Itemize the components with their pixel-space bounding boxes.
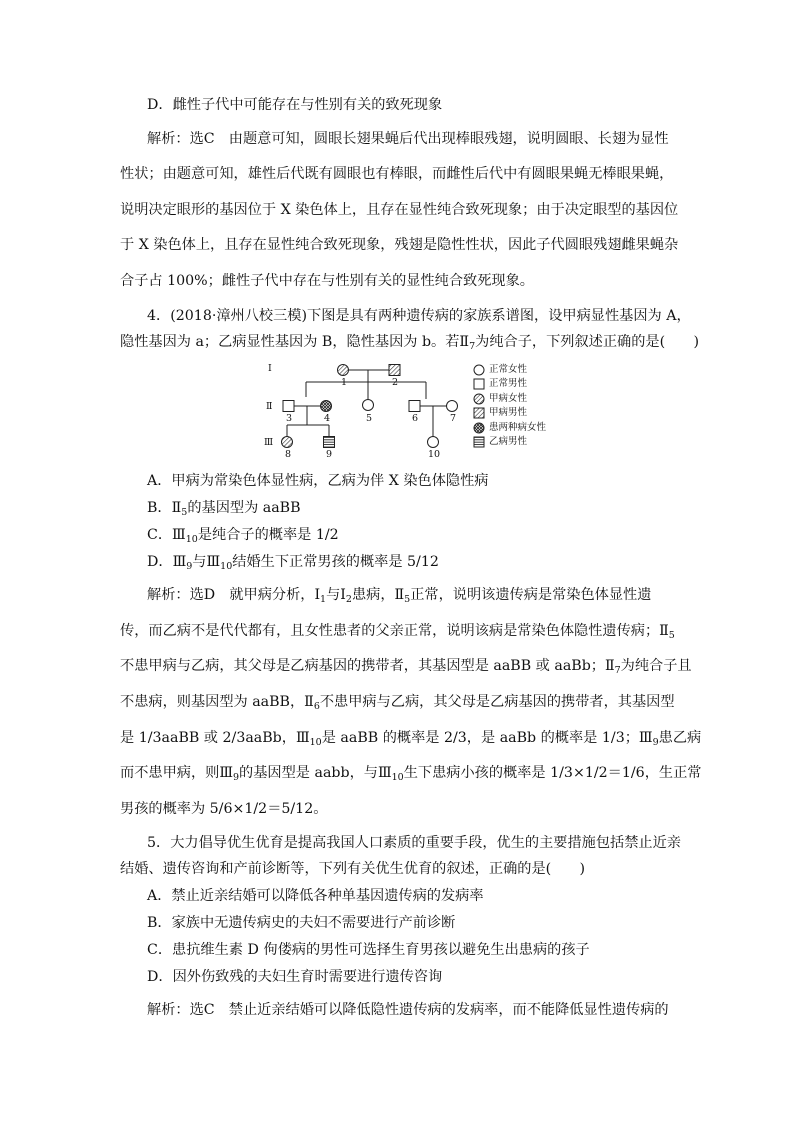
q4-analysis-line: 传，而乙病不是代代都有，且女性患者的父亲正常，说明该病是常染色体隐性遗传病；$Ⅱ_5$: [120, 623, 675, 641]
individual-number: 5: [366, 413, 373, 424]
individual-number: 7: [450, 413, 457, 424]
q4-analysis-line: 男孩的概率为 5/6×1/2＝5/12。: [120, 801, 328, 817]
generation-label: Ⅲ: [264, 437, 274, 448]
q5-option-a: A．禁止近亲结婚可以降低各种单基因遗传病的发病率: [147, 888, 484, 904]
q4-analysis-line: 解析：选D 就甲病分析，$Ⅰ_1$与$Ⅰ_2$患病，$Ⅱ_5$正常，说明该遗传病是常染色体显性遗: [147, 587, 652, 605]
individual-number: 1: [341, 377, 348, 388]
q5-stem-line2: 结婚、遗传咨询和产前诊断等，下列有关优生优育的叙述，正确的是( ): [120, 861, 586, 877]
q4-option-d: D．$Ⅲ_9$与$Ⅲ_{10}$结婚生下正常男孩的概率是 5/12: [147, 554, 439, 572]
q3-option-d: D．雌性子代中可能存在与性别有关的致死现象: [147, 97, 443, 113]
q3-analysis-line: 性状；由题意可知，雄性后代既有圆眼也有棒眼，而雌性后代中有圆眼果蝇无棒眼果蝇，: [120, 166, 674, 182]
individual-number: 3: [286, 413, 293, 424]
pedigree-figure: [262, 362, 562, 462]
generation-label: Ⅱ: [266, 401, 273, 412]
q3-analysis-line: 于 X 染色体上，且存在显性纯合致死现象，残翅是隐性性状，因此子代圆眼残翅雌果蝇杂: [120, 237, 679, 253]
q3-analysis-line: 解析：选C 由题意可知，圆眼长翅果蝇后代出现棒眼残翅，说明圆眼、长翅为显性: [147, 131, 669, 147]
q3-analysis-line: 说明决定眼形的基因位于 X 染色体上，且存在显性纯合致死现象；由于决定眼型的基因位: [120, 202, 679, 218]
q4-option-c: C．$Ⅲ_{10}$是纯合子的概率是 1/2: [147, 527, 339, 545]
individual-number: 6: [412, 413, 419, 424]
legend-label: 乙病男性: [489, 436, 528, 447]
q4-stem-line2: 隐性基因为 a；乙病显性基因为 B，隐性基因为 b。若$Ⅱ_7$为纯合子，下列叙述正确的是( ): [120, 334, 700, 352]
individual-number: 8: [285, 449, 292, 460]
q4-option-a: A．甲病为常染色体显性病，乙病为伴 X 染色体隐性病: [147, 473, 489, 489]
individual-number: 9: [326, 449, 333, 460]
q4-analysis-line: 不患病，则基因型为 aaBB，$Ⅱ_6$不患甲病与乙病，其父母是乙病基因的携带者，其基因型: [120, 694, 675, 712]
individual-number: 4: [324, 413, 331, 424]
generation-label: Ⅰ: [268, 363, 272, 374]
q4-stem-line1: 4．(2018·漳州八校三模)下图是具有两种遗传病的家族系谱图，设甲病显性基因为 A，: [147, 308, 691, 324]
legend-label: 甲病男性: [489, 407, 528, 418]
legend-label: 甲病女性: [489, 393, 528, 404]
individual-number: 10: [428, 449, 441, 460]
legend-label: 患两种病女性: [489, 422, 547, 433]
q4-analysis-line: 不患甲病与乙病，其父母是乙病基因的携带者，其基因型是 aaBB 或 aaBb；$Ⅱ_7$为纯合子且: [120, 658, 692, 676]
q3-analysis-line: 合子占 100%；雌性子代中存在与性别有关的显性纯合致死现象。: [120, 273, 534, 289]
q4-option-b: B．$Ⅱ_5$的基因型为 aaBB: [147, 500, 301, 518]
legend-label: 正常女性: [489, 364, 528, 375]
q5-option-d: D．因外伤致残的夫妇生育时需要进行遗传咨询: [147, 969, 443, 985]
q5-option-b: B．家族中无遗传病史的夫妇不需要进行产前诊断: [147, 915, 456, 931]
q5-option-c: C．患抗维生素 D 佝偻病的男性可选择生育男孩以避免生出患病的孩子: [147, 942, 590, 958]
q5-stem-line1: 5．大力倡导优生优育是提高我国人口素质的重要手段，优生的主要措施包括禁止近亲: [147, 835, 681, 851]
individual-number: 2: [392, 377, 399, 388]
q4-analysis-line: 而不患甲病，则$Ⅲ_9$的基因型是 aabb，与$Ⅲ_{10}$生下患病小孩的概率是 1/3×1/2＝1/6，生正常: [120, 765, 702, 783]
q4-analysis-line: 是 1/3aaBB 或 2/3aaBb，$Ⅲ_{10}$是 aaBB 的概率是 2/3，是 aaBb 的概率是 1/3；$Ⅲ_9$患乙病: [120, 730, 702, 748]
q5-analysis-line: 解析：选C 禁止近亲结婚可以降低隐性遗传病的发病率，而不能降低显性遗传病的: [147, 1002, 669, 1018]
legend-label: 正常男性: [489, 378, 528, 389]
